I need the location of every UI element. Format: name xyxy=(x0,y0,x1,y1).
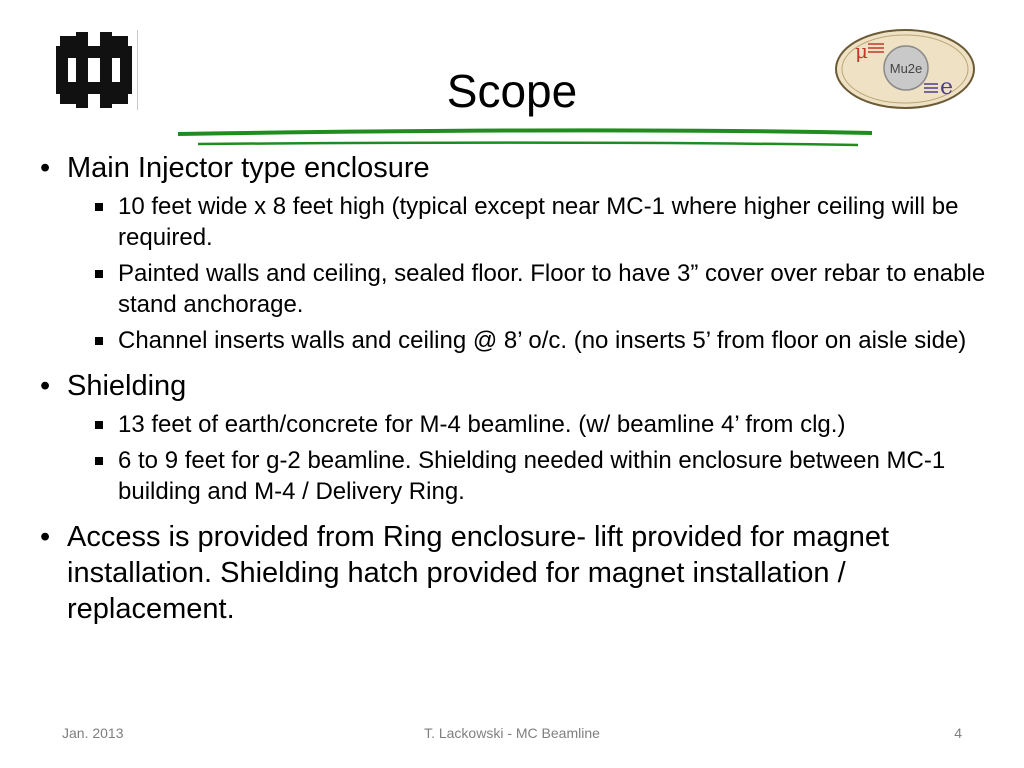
footer-author: T. Lackowski - MC Beamline xyxy=(424,725,600,741)
bullet-text: Shielding xyxy=(67,370,187,402)
slide-title: Scope xyxy=(446,65,578,117)
bullet-level2 xyxy=(40,409,990,440)
bullet-level2 xyxy=(40,258,990,320)
square-bullet-icon xyxy=(95,270,103,278)
bullet-dot-icon: • xyxy=(40,152,51,184)
bullet-text: Channel inserts walls and ceiling @ 8’ o/c. (no inserts 5’ from floor on aisle side) xyxy=(118,327,967,354)
bullet-text: 10 feet wide x 8 feet high (typical except near MC-1 where higher ceiling will be required. xyxy=(118,193,959,251)
bullet-level1 xyxy=(40,519,990,627)
square-bullet-icon xyxy=(95,457,103,465)
bullet-dot-icon: • xyxy=(40,521,51,553)
svg-text:e: e xyxy=(940,75,954,100)
bullet-level1 xyxy=(40,150,990,186)
bullet-text: Main Injector type enclosure xyxy=(67,152,430,184)
square-bullet-icon xyxy=(95,337,103,345)
bullet-text: Painted walls and ceiling, sealed floor. Floor to have 3” cover over rebar to enable stand anchorage. xyxy=(118,260,986,318)
bullet-level1 xyxy=(40,368,990,404)
svg-text:Mu2e: Mu2e xyxy=(889,61,923,76)
title-underline xyxy=(178,128,872,150)
square-bullet-icon xyxy=(95,421,103,429)
bullet-level2 xyxy=(40,445,990,507)
bullet-text: Access is provided from Ring enclosure- lift provided for magnet installation. Shielding hatch provided for magnet installation / replacement. xyxy=(67,521,890,625)
slide-body xyxy=(40,150,990,627)
bullet-level2 xyxy=(40,325,990,356)
bullet-level2 xyxy=(40,191,990,253)
square-bullet-icon xyxy=(95,203,103,211)
footer-page-number: 4 xyxy=(954,725,962,741)
bullet-text: 13 feet of earth/concrete for M-4 beamline. (w/ beamline 4’ from clg.) xyxy=(118,411,846,438)
bullet-text: 6 to 9 feet for g-2 beamline. Shielding needed within enclosure between MC-1 building and M-4 / Delivery Ring. xyxy=(118,447,946,505)
bullet-dot-icon: • xyxy=(40,370,51,402)
mu2e-logo-icon xyxy=(834,28,976,110)
footer-date: Jan. 2013 xyxy=(62,725,124,741)
svg-text:μ: μ xyxy=(855,39,868,63)
